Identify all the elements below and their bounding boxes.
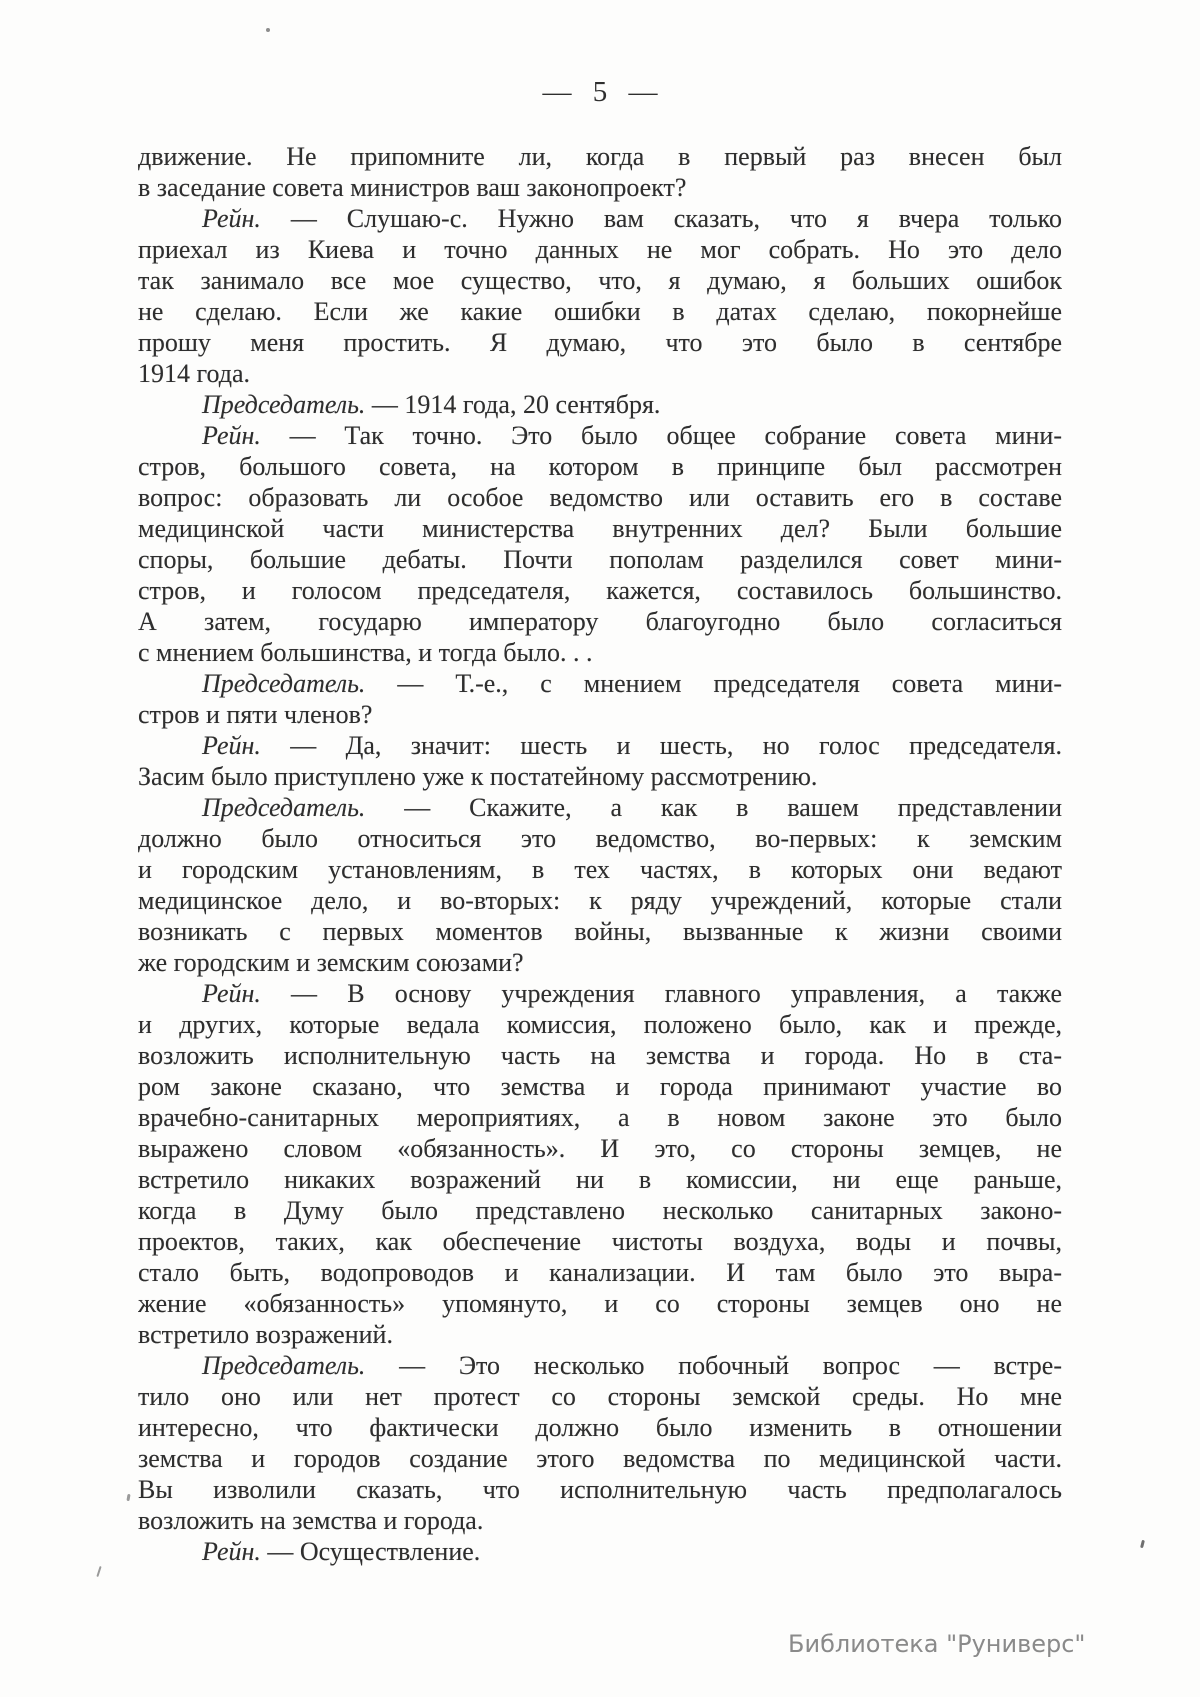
- text-line: жение «обязанность» упомянуто, и со стороны земцев оно не: [138, 1289, 1062, 1318]
- text-line: 1914 года.: [138, 359, 251, 388]
- text-line: медицинской части министерства внутренних дел? Были большие: [138, 514, 1062, 543]
- text-line: врачебно-санитарных мероприятиях, а в новом законе это было: [138, 1103, 1062, 1132]
- text-line: Рейн. — Так точно. Это было общее собрание совета мини-: [202, 421, 1062, 450]
- speaker-name: Председатель.: [202, 1351, 366, 1380]
- text-line: Председатель. — Это несколько побочный вопрос — встре-: [202, 1351, 1062, 1380]
- speaker-name: Председатель.: [202, 793, 366, 822]
- text-line: стров и пяти членов?: [138, 700, 373, 729]
- text-line: когда в Думу было представлено несколько санитарных законо-: [138, 1196, 1062, 1225]
- speaker-name: Рейн.: [202, 421, 261, 450]
- text-line: ром законе сказано, что земства и города принимают участие во: [138, 1072, 1062, 1101]
- scan-speck: [1140, 1540, 1145, 1548]
- text-line: возложить исполнительную часть на земства и города. Но в ста-: [138, 1041, 1062, 1070]
- text-line: проектов, таких, как обеспечение чистоты воздуха, воды и почвы,: [138, 1227, 1062, 1256]
- library-watermark: Библиотека "Руниверс": [788, 1630, 1086, 1658]
- text-line: Рейн. — Осуществление.: [202, 1537, 481, 1566]
- text-line: же городским и земским союзами?: [138, 948, 524, 977]
- text-line: А затем, государю императору благоугодно было согласиться: [138, 607, 1062, 636]
- text-line: Председатель. — Т.-е., с мнением председателя совета мини-: [202, 669, 1062, 698]
- speaker-name: Председатель.: [202, 390, 366, 419]
- scan-speck: [266, 28, 270, 32]
- text-line: земства и городов создание этого ведомства по медицинской части.: [138, 1444, 1062, 1473]
- text-line: медицинское дело, и во-вторых: к ряду учреждений, которые стали: [138, 886, 1062, 915]
- text-line: Засим было приступлено уже к постатейному рассмотрению.: [138, 762, 818, 791]
- text-line: с мнением большинства, и тогда было. . .: [138, 638, 593, 667]
- text-line: приехал из Киева и точно данных не мог собрать. Но это дело: [138, 235, 1062, 264]
- text-line: прошу меня простить. Я думаю, что это было в сентябре: [138, 328, 1062, 357]
- text-line: вопрос: образовать ли особое ведомство или оставить его в составе: [138, 483, 1062, 512]
- page-text: [138, 141, 1062, 1567]
- text-line: и городским установлениям, в тех частях, в которых они ведают: [138, 855, 1062, 884]
- scan-speck: [126, 1494, 130, 1501]
- speaker-name: Рейн.: [202, 979, 261, 1008]
- text-line: споры, большие дебаты. Почти пополам разделился совет мини-: [138, 545, 1062, 574]
- text-line: в заседание совета министров ваш законопроект?: [138, 173, 687, 202]
- text-line: Председатель. — 1914 года, 20 сентября.: [202, 390, 661, 419]
- text-line: должно было относиться это ведомство, во-первых: к земским: [138, 824, 1062, 853]
- text-line: и других, которые ведала комиссия, положено было, как и прежде,: [138, 1010, 1062, 1039]
- text-line: встретило никаких возражений ни в комиссии, ни еще раньше,: [138, 1165, 1062, 1194]
- speaker-name: Рейн.: [202, 204, 261, 233]
- text-line: Рейн. — Да, значит: шесть и шесть, но голос председателя.: [202, 731, 1062, 760]
- text-line: так занимало все мое существо, что, я думаю, я больших ошибок: [138, 266, 1062, 295]
- text-line: Вы изволили сказать, что исполнительную часть предполагалось: [138, 1475, 1062, 1504]
- text-line: движение. Не припомните ли, когда в первый раз внесен был: [138, 142, 1062, 171]
- speaker-name: Рейн.: [202, 1537, 261, 1566]
- speaker-name: Рейн.: [202, 731, 261, 760]
- text-line: стров, большого совета, на котором в принципе был рассмотрен: [138, 452, 1062, 481]
- text-line: возложить на земства и города.: [138, 1506, 484, 1535]
- speaker-name: Председатель.: [202, 669, 366, 698]
- text-line: стало быть, водопроводов и канализации. И там было это выра-: [138, 1258, 1062, 1287]
- text-line: стров, и голосом председателя, кажется, составилось большинство.: [138, 576, 1062, 605]
- text-line: Председатель. — Скажите, а как в вашем представлении: [202, 793, 1062, 822]
- text-line: встретило возражений.: [138, 1320, 393, 1349]
- text-line: тило оно или нет протест со стороны земской среды. Но мне: [138, 1382, 1062, 1411]
- text-line: интересно, что фактически должно было изменить в отношении: [138, 1413, 1062, 1442]
- scan-speck: [96, 1566, 101, 1577]
- text-line: выражено словом «обязанность». И это, со стороны земцев, не: [138, 1134, 1062, 1163]
- text-line: возникать с первых моментов войны, вызванные к жизни своими: [138, 917, 1062, 946]
- page-number: — 5 —: [542, 76, 658, 108]
- text-line: не сделаю. Если же какие ошибки в датах сделаю, покорнейше: [138, 297, 1062, 326]
- text-line: Рейн. — Слушаю-с. Нужно вам сказать, что я вчера только: [202, 204, 1062, 233]
- text-line: Рейн. — В основу учреждения главного управления, а также: [202, 979, 1062, 1008]
